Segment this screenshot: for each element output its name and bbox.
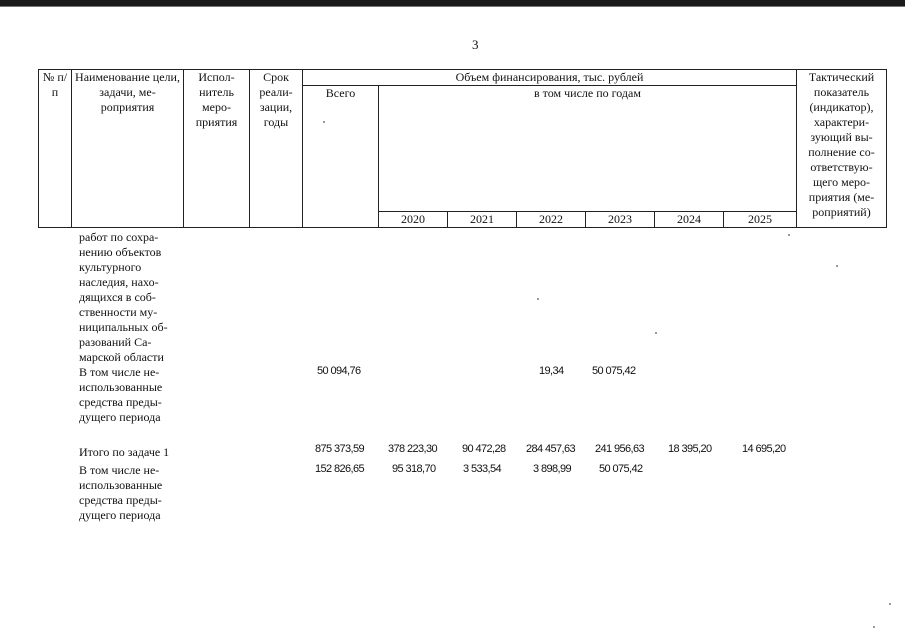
- header-year-2025: 2025: [724, 212, 797, 228]
- header-col-total: Всего: [303, 86, 379, 228]
- row-task-total-2022: 284 457,63: [526, 443, 576, 455]
- scan-speck: [788, 234, 790, 236]
- row-unused-2022: 19,34: [539, 365, 564, 377]
- header-col-name: Наименование цели, задачи, ме-роприятия: [72, 70, 184, 228]
- row-task-total-2025: 14 695,20: [742, 443, 786, 455]
- header-year-2022: 2022: [517, 212, 586, 228]
- scan-speck: [655, 332, 657, 334]
- scan-speck: [873, 626, 875, 628]
- row-task-total-2024: 18 395,20: [668, 443, 712, 455]
- row-task-total-2021: 90 472,28: [462, 443, 506, 455]
- row-label-unused-funds-2: В том числе не-использованные средства преды-дущего периода: [79, 463, 163, 522]
- scan-speck: [836, 265, 838, 267]
- header-col-executor: Испол-нитель меро-приятия: [184, 70, 250, 228]
- row-unused2-2023: 50 075,42: [599, 463, 643, 475]
- row-label-task-total: Итого по задаче 1: [79, 445, 170, 459]
- row-unused2-2022: 3 898,99: [533, 463, 572, 475]
- row-label-unused-funds: В том числе не-использованные средства преды-дущего периода: [79, 365, 163, 424]
- row-unused-2023: 50 075,42: [592, 365, 636, 377]
- header-col-number: № п/п: [39, 70, 72, 228]
- header-col-term: Срок реали-зации, годы: [250, 70, 303, 228]
- scan-speck: [889, 603, 891, 605]
- row-unused2-2021: 3 533,54: [463, 463, 502, 475]
- row-task-total-total: 875 373,59: [315, 443, 365, 455]
- header-year-2024: 2024: [655, 212, 724, 228]
- funding-table-header: [38, 69, 887, 228]
- scan-speck: [537, 298, 539, 300]
- header-year-2020: 2020: [379, 212, 448, 228]
- header-col-indicator: Тактический показатель (индикатор), характери-зующий вы-полнение со-ответствую-щего меро-приятия (ме-роприятий): [797, 70, 887, 228]
- header-year-2021: 2021: [448, 212, 517, 228]
- row-unused2-2020: 95 318,70: [392, 463, 436, 475]
- header-col-funding: Объем финансирования, тыс. рублей: [303, 70, 797, 86]
- row-task-total-2023: 241 956,63: [595, 443, 645, 455]
- scan-top-edge-line: [0, 6, 905, 7]
- row-unused-total: 50 094,76: [317, 365, 361, 377]
- row-unused2-total: 152 826,65: [315, 463, 365, 475]
- header-year-2023: 2023: [586, 212, 655, 228]
- scan-speck: [323, 121, 325, 123]
- page-number: 3: [472, 37, 479, 52]
- row-label-continuation: работ по сохра-нению объектов культурного наследия, нахо-дящихся в соб-ственности му-ниципальных об-разований Са-марской области: [79, 230, 168, 364]
- header-col-by-years: в том числе по годам: [379, 86, 797, 212]
- row-task-total-2020: 378 223,30: [388, 443, 438, 455]
